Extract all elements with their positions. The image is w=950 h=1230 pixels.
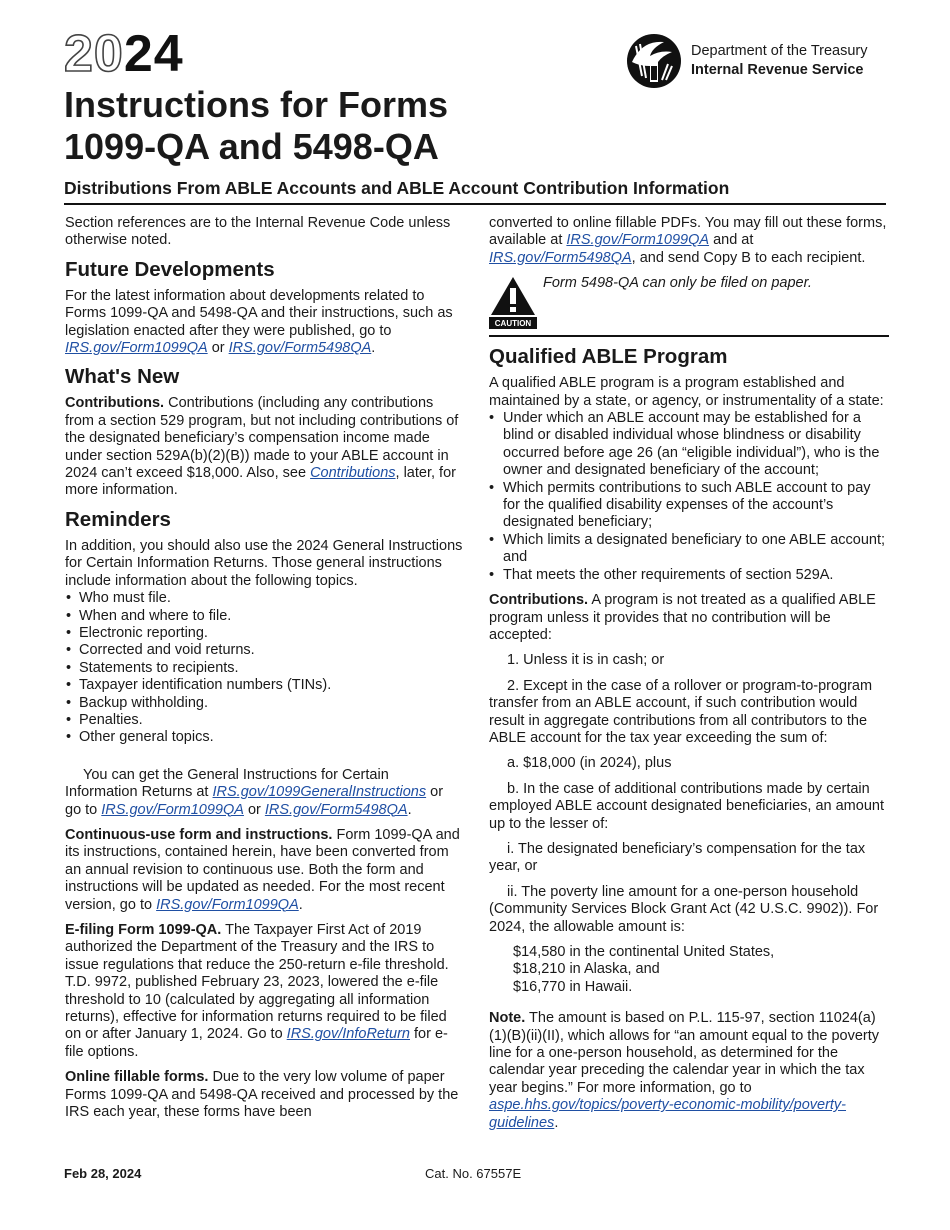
list-item: • Electronic reporting. — [65, 625, 463, 642]
link-form1099qa[interactable]: IRS.gov/Form1099QA — [156, 896, 299, 913]
condition-item-2: 2. Except in the case of a rollover or program-to-program transfer from an ABLE account, if such contribution would result in aggregate contributions from all contributors to the ABLE account for the tax year exceeding the sum of: — [489, 677, 873, 746]
qualified-able-heading: Qualified ABLE Program — [489, 345, 728, 369]
note-paragraph: Note. The amount is based on P.L. 115-97, section 11024(a)(1)(B)(ii)(II), which allows for “an amount equal to the poverty line for a one-person household, as determined for the calendar year preceding the calendar year in which the tax year begins.” For more information, go to aspe.hhs.gov/topics/poverty-economic-mobility/poverty-guidelines. — [489, 1010, 880, 1131]
title-line-2: 1099-QA and 5498-QA — [64, 126, 439, 167]
program-contributions-runin: Contributions. — [489, 592, 589, 609]
efile-runin: E-filing Form 1099-QA. — [65, 922, 222, 938]
whats-new-heading: What's New — [65, 365, 180, 389]
note-runin: Note. — [489, 1010, 526, 1027]
link-form5498qa[interactable]: IRS.gov/Form5498QA — [228, 340, 372, 357]
list-item: • Who must file. — [65, 590, 463, 607]
year-solid: 24 — [123, 25, 184, 83]
condition-item-i: i. The designated beneficiary’s compensation for the tax year, or — [489, 840, 866, 875]
section-rule — [489, 335, 889, 337]
online-fillable-runin: Online fillable forms. — [65, 1069, 209, 1086]
title-line-1: Instructions for Forms — [64, 84, 449, 125]
link-inforeturn[interactable]: IRS.gov/InfoReturn — [286, 1026, 410, 1043]
list-item: • Statements to recipients. — [65, 660, 463, 677]
list-item: • Which permits contributions to such ABLE account to pay for the qualified disability expenses of the account’s designated beneficiary; — [489, 480, 889, 532]
contributions-paragraph: Contributions. Contributions (including any contributions from a section 529 program, but not including contributions of the designated beneficiary’s compensation income made under section 529A(b)(2)(B)) made to your ABLE account in 2024 can’t exceed $18,000. Also, see Contributions, later, for more information. — [65, 395, 459, 499]
caution-label: CAUTION — [494, 319, 532, 329]
continuous-use-runin: Continuous-use form and instructions. — [65, 826, 333, 843]
list-item: • Penalties. — [65, 712, 463, 729]
list-item: • That meets the other requirements of section 529A. — [489, 567, 889, 584]
poverty-amounts — [489, 944, 889, 996]
online-fillable-continued: converted to online fillable PDFs. You may fill out these forms, available at IRS.gov/Form1099QA and at IRS.gov/Form5498QA, and send Copy B to each recipient. — [489, 215, 887, 266]
year-outline: 20 — [64, 25, 124, 83]
topics-list — [65, 590, 463, 747]
list-item: • Taxpayer identification numbers (TINs). — [65, 677, 463, 694]
list-item: • Corrected and void returns. — [65, 642, 463, 659]
list-item: • Which limits a designated beneficiary to one ABLE account; and — [489, 532, 889, 567]
agency-dept: Department of the Treasury — [691, 43, 868, 59]
link-form1099qa[interactable]: IRS.gov/Form1099QA — [566, 232, 710, 249]
list-item: • Backup withholding. — [65, 695, 463, 712]
link-form1099qa[interactable]: IRS.gov/Form1099QA — [101, 801, 244, 818]
condition-item-a: a. $18,000 (in 2024), plus — [507, 755, 672, 772]
right-column — [489, 215, 889, 1140]
condition-item-1: 1. Unless it is in cash; or — [507, 652, 665, 669]
link-form5498qa[interactable]: IRS.gov/Form5498QA — [489, 249, 632, 266]
reminders-heading: Reminders — [65, 507, 171, 531]
continuous-use-paragraph: Continuous-use form and instructions. Form 1099-QA and its instructions, contained herein, have been converted from an annual revision to continuous use. Both the form and instructions will be updated as needed. For the most recent version, go to IRS.gov/Form1099QA. — [65, 826, 460, 913]
amount-alaska: $18,210 in Alaska, and — [513, 961, 660, 978]
online-fillable-paragraph: Online fillable forms. Due to the very low volume of paper Forms 1099-QA and 5498-QA received and processed by the IRS each year, these forms have been — [65, 1069, 459, 1121]
left-column — [65, 215, 463, 1129]
qualified-able-paragraph: A qualified ABLE program is a program established and maintained by a state, or agency, or instrumentality of a state: — [489, 375, 884, 409]
efile-paragraph: E-filing Form 1099-QA. The Taxpayer First Act of 2019 authorized the Department of the Treasury and the IRS to issue regulations that reduce the 250-return e-file threshold. T.D. 9972, published February 23, 2023, lowered the e-file threshold to 10 (calculated by aggregating all information returns), effective for information returns required to be filed on or after January 1, 2024. Go to IRS.gov/InfoReturn for e-file options. — [65, 922, 449, 1060]
caution-note — [489, 275, 889, 329]
page-subtitle: Distributions From ABLE Accounts and ABLE Account Contribution Information — [64, 178, 730, 198]
agency-irs: Internal Revenue Service — [691, 62, 864, 78]
program-contributions-paragraph: Contributions. A program is not treated as a qualified ABLE program unless it provides that no contribution will be accepted: — [489, 592, 876, 643]
amount-continental: $14,580 in the continental United States, — [513, 944, 775, 960]
condition-item-b: b. In the case of additional contributions made by certain employed ABLE account designated beneficiaries, an amount up to the lesser of: — [489, 780, 884, 832]
link-form1099qa[interactable]: IRS.gov/Form1099QA — [65, 340, 208, 357]
irs-eagle-logo — [622, 32, 686, 90]
footer-date: Feb 28, 2024 — [64, 1166, 142, 1181]
agency-block — [622, 32, 868, 90]
caution-text: Form 5498-QA can only be filed on paper. — [543, 275, 812, 292]
link-poverty-guidelines[interactable]: aspe.hhs.gov/topics/poverty-economic-mobility/poverty-guidelines — [489, 1097, 847, 1131]
future-paragraph: For the latest information about developments related to Forms 1099-QA and 5498-QA and their instructions, such as legislation enacted after they were published, go to IRS.gov/Form1099QA or IRS.gov/Form5498QA. — [65, 287, 453, 357]
caution-icon — [489, 275, 537, 329]
future-heading: Future Developments — [65, 257, 275, 281]
link-form5498qa[interactable]: IRS.gov/Form5498QA — [264, 801, 408, 818]
reminders-paragraph: In addition, you should also use the 2024 General Instructions for Certain Information Returns. Those general instructions include information about the following topics. — [65, 537, 463, 589]
contributions-runin: Contributions. — [65, 395, 165, 412]
page-title — [64, 84, 448, 168]
footer-catalog-number: Cat. No. 67557E — [425, 1166, 522, 1181]
list-item: • When and where to file. — [65, 608, 463, 625]
amount-hawaii: $16,770 in Hawaii. — [513, 978, 633, 995]
intro-text: Section references are to the Internal Revenue Code unless otherwise noted. — [65, 215, 451, 249]
link-contributions[interactable]: Contributions — [310, 465, 396, 482]
general-instructions-paragraph: You can get the General Instructions for Certain Information Returns at IRS.gov/1099GeneralInstructions or go to IRS.gov/Form1099QA or IRS.gov/Form5498QA. — [65, 766, 444, 818]
condition-item-ii: ii. The poverty line amount for a one-person household (Community Services Block Grant Act (42 U.S.C. 9902)). For 2024, the allowable amount is: — [489, 883, 879, 935]
form-year — [64, 24, 184, 84]
link-general-instructions[interactable]: IRS.gov/1099GeneralInstructions — [212, 784, 427, 801]
list-item: • Under which an ABLE account may be established for a blind or disabled individual whose blindness or disability occurred before age 26 (an “eligible individual”), who is the owner and designated beneficiary of the account; — [489, 410, 889, 480]
qualified-able-list — [489, 410, 889, 584]
subtitle-rule — [64, 203, 886, 205]
list-item: • Other general topics. — [65, 729, 463, 746]
